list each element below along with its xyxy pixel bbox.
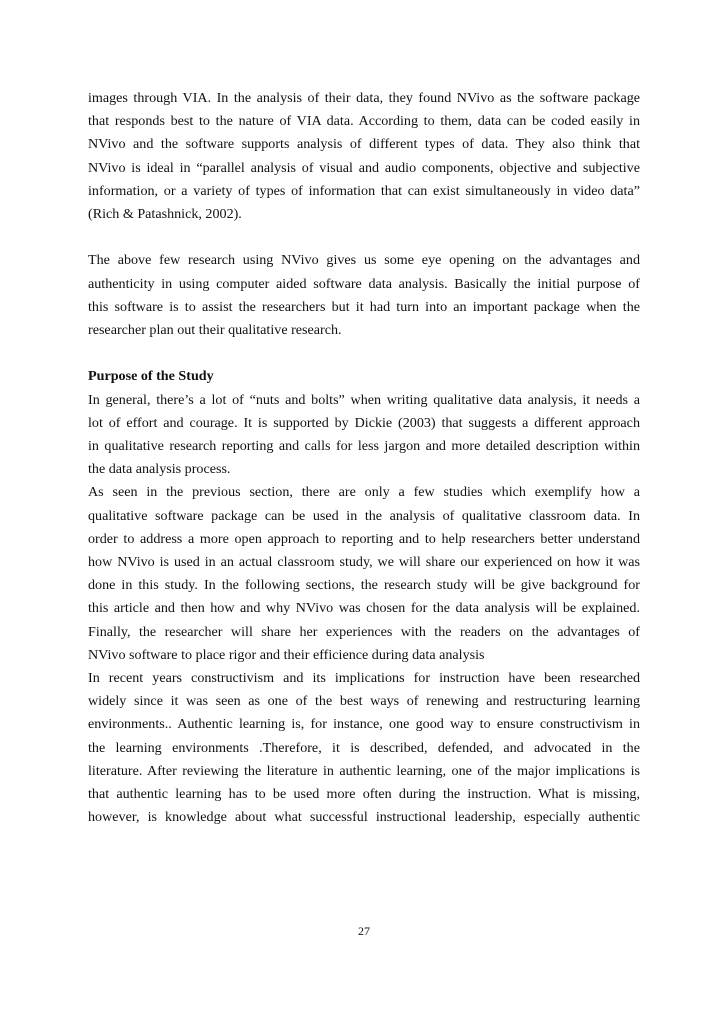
text-line: researcher plan out their qualitative research.	[88, 322, 342, 339]
text-line: the data analysis process.	[88, 461, 231, 478]
text-line: NVivo software to place rigor and their efficience during data analysis	[88, 646, 485, 663]
text-line: the learning environments .Therefore, it is described, defended, and advocated in the	[88, 739, 640, 756]
text-line: how NVivo is used in an actual classroom study, we will share our experienced on how it was	[88, 554, 640, 571]
text-line: this software is to assist the researchers but it had turn into an important package when the	[88, 298, 640, 315]
body-text	[88, 87, 640, 829]
text-line: that authentic learning has to be used more often during the instruction. What is missing,	[88, 786, 640, 803]
paragraph-2	[88, 249, 640, 342]
paragraph-gap	[88, 226, 640, 249]
text-line: literature. After reviewing the literature in authentic learning, one of the major implications is	[88, 762, 640, 779]
paragraph-1	[88, 87, 640, 226]
text-line: lot of effort and courage. It is supported by Dickie (2003) that suggests a different approach	[88, 414, 640, 431]
paragraph-5	[88, 667, 640, 829]
text-line: however, is knowledge about what successful instructional leadership, especially authentic	[88, 809, 640, 826]
text-line: The above few research using NVivo gives us some eye opening on the advantages and	[88, 252, 640, 269]
text-line: In general, there’s a lot of “nuts and bolts” when writing qualitative data analysis, it needs a	[88, 391, 640, 408]
text-line: images through VIA. In the analysis of their data, they found NVivo as the software package	[88, 90, 640, 106]
text-line: Finally, the researcher will share her experiences with the readers on the advantages of	[88, 623, 640, 640]
text-line: environments.. Authentic learning is, for instance, one good way to ensure constructivism in	[88, 716, 640, 733]
page-number: 27	[358, 924, 370, 938]
text-line: this article and then how and why NVivo was chosen for the data analysis will be explained.	[88, 600, 640, 617]
text-line: authenticity in using computer aided software data analysis. Basically the initial purpose of	[88, 275, 640, 292]
text-line: NVivo and the software supports analysis of different types of data. They also think that	[88, 136, 640, 153]
section-heading: Purpose of the Study	[88, 368, 214, 385]
text-line: (Rich & Patashnick, 2002).	[88, 206, 242, 223]
text-line: that responds best to the nature of VIA data. According to them, data can be coded easily in	[88, 113, 640, 130]
text-line: information, or a variety of types of information that can exist simultaneously in video data”	[88, 182, 640, 199]
paragraph-3	[88, 389, 640, 482]
paragraph-gap	[88, 342, 640, 365]
paragraph-4	[88, 481, 640, 667]
text-line: in qualitative research reporting and calls for less jargon and more detailed description within	[88, 438, 640, 455]
text-line: In recent years constructivism and its implications for instruction have been researched	[88, 670, 640, 687]
text-line: widely since it was seen as one of the best ways of renewing and restructuring learning	[88, 693, 640, 710]
text-line: order to address a more open approach to reporting and to help researchers better understand	[88, 530, 640, 547]
text-line: NVivo is ideal in “parallel analysis of visual and audio components, objective and subjective	[88, 159, 640, 176]
text-line: done in this study. In the following sections, the research study will be give background for	[88, 577, 640, 594]
text-line: As seen in the previous section, there are only a few studies which exemplify how a	[88, 484, 640, 501]
text-line: qualitative software package can be used in the analysis of qualitative classroom data. In	[88, 507, 640, 524]
